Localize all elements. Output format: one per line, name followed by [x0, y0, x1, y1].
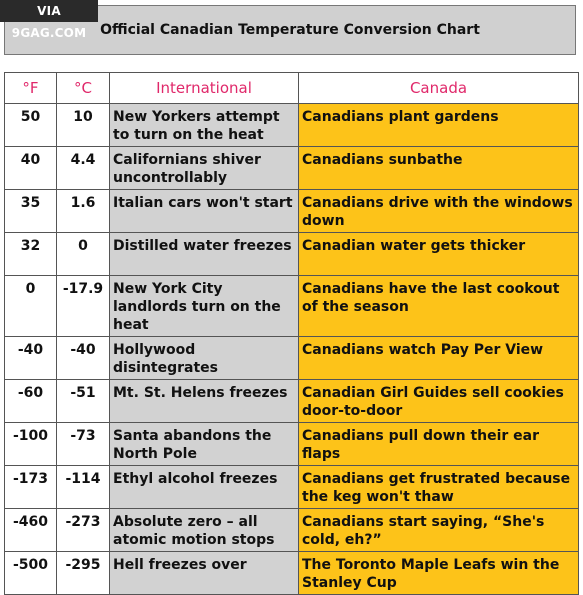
international-cell: Italian cars won't start	[110, 190, 299, 233]
celsius-cell: 1.6	[57, 190, 110, 233]
chart-title: Official Canadian Temperature Conversion Chart	[4, 5, 576, 55]
international-cell: Hell freezes over	[110, 552, 299, 595]
international-cell: New York City landlords turn on the heat	[110, 276, 299, 337]
celsius-cell: -114	[57, 466, 110, 509]
celsius-cell: 10	[57, 104, 110, 147]
canada-cell: Canadians plant gardens	[299, 104, 579, 147]
canada-cell: Canadians get frustrated because the keg won't thaw	[299, 466, 579, 509]
fahrenheit-cell: 32	[5, 233, 57, 276]
header-row	[5, 73, 579, 104]
international-header: International	[110, 73, 299, 104]
fahrenheit-cell: -40	[5, 337, 57, 380]
table-row	[5, 466, 579, 509]
table-row	[5, 337, 579, 380]
conversion-table	[4, 72, 579, 595]
celsius-cell: -17.9	[57, 276, 110, 337]
international-cell: Mt. St. Helens freezes	[110, 380, 299, 423]
canada-cell: Canadians pull down their ear flaps	[299, 423, 579, 466]
fahrenheit-cell: -173	[5, 466, 57, 509]
celsius-cell: -295	[57, 552, 110, 595]
fahrenheit-header: °F	[5, 73, 57, 104]
canada-cell: Canadians watch Pay Per View	[299, 337, 579, 380]
celsius-header: °C	[57, 73, 110, 104]
international-cell: Californians shiver uncontrollably	[110, 147, 299, 190]
table-row	[5, 190, 579, 233]
fahrenheit-cell: -460	[5, 509, 57, 552]
table-row	[5, 380, 579, 423]
table-row	[5, 147, 579, 190]
fahrenheit-cell: -60	[5, 380, 57, 423]
celsius-cell: -51	[57, 380, 110, 423]
table-row	[5, 552, 579, 595]
celsius-cell: -40	[57, 337, 110, 380]
fahrenheit-cell: -500	[5, 552, 57, 595]
international-cell: Absolute zero – all atomic motion stops	[110, 509, 299, 552]
international-cell: New Yorkers attempt to turn on the heat	[110, 104, 299, 147]
fahrenheit-cell: 0	[5, 276, 57, 337]
canada-cell: Canadian Girl Guides sell cookies door-to-door	[299, 380, 579, 423]
international-cell: Ethyl alcohol freezes	[110, 466, 299, 509]
fahrenheit-cell: -100	[5, 423, 57, 466]
table-row	[5, 509, 579, 552]
celsius-cell: 0	[57, 233, 110, 276]
canada-cell: Canadian water gets thicker	[299, 233, 579, 276]
canada-cell: Canadians sunbathe	[299, 147, 579, 190]
canada-header: Canada	[299, 73, 579, 104]
table-row	[5, 233, 579, 276]
canada-cell: The Toronto Maple Leafs win the Stanley Cup	[299, 552, 579, 595]
canada-cell: Canadians start saying, “She's cold, eh?”	[299, 509, 579, 552]
fahrenheit-cell: 40	[5, 147, 57, 190]
fahrenheit-cell: 35	[5, 190, 57, 233]
canada-cell: Canadians drive with the windows down	[299, 190, 579, 233]
international-cell: Santa abandons the North Pole	[110, 423, 299, 466]
celsius-cell: -73	[57, 423, 110, 466]
table-row	[5, 104, 579, 147]
canada-cell: Canadians have the last cookout of the season	[299, 276, 579, 337]
celsius-cell: 4.4	[57, 147, 110, 190]
watermark: VIA 9GAG.COM	[0, 0, 98, 22]
table-row	[5, 276, 579, 337]
international-cell: Distilled water freezes	[110, 233, 299, 276]
table-row	[5, 423, 579, 466]
table-body	[5, 104, 579, 595]
international-cell: Hollywood disintegrates	[110, 337, 299, 380]
fahrenheit-cell: 50	[5, 104, 57, 147]
celsius-cell: -273	[57, 509, 110, 552]
